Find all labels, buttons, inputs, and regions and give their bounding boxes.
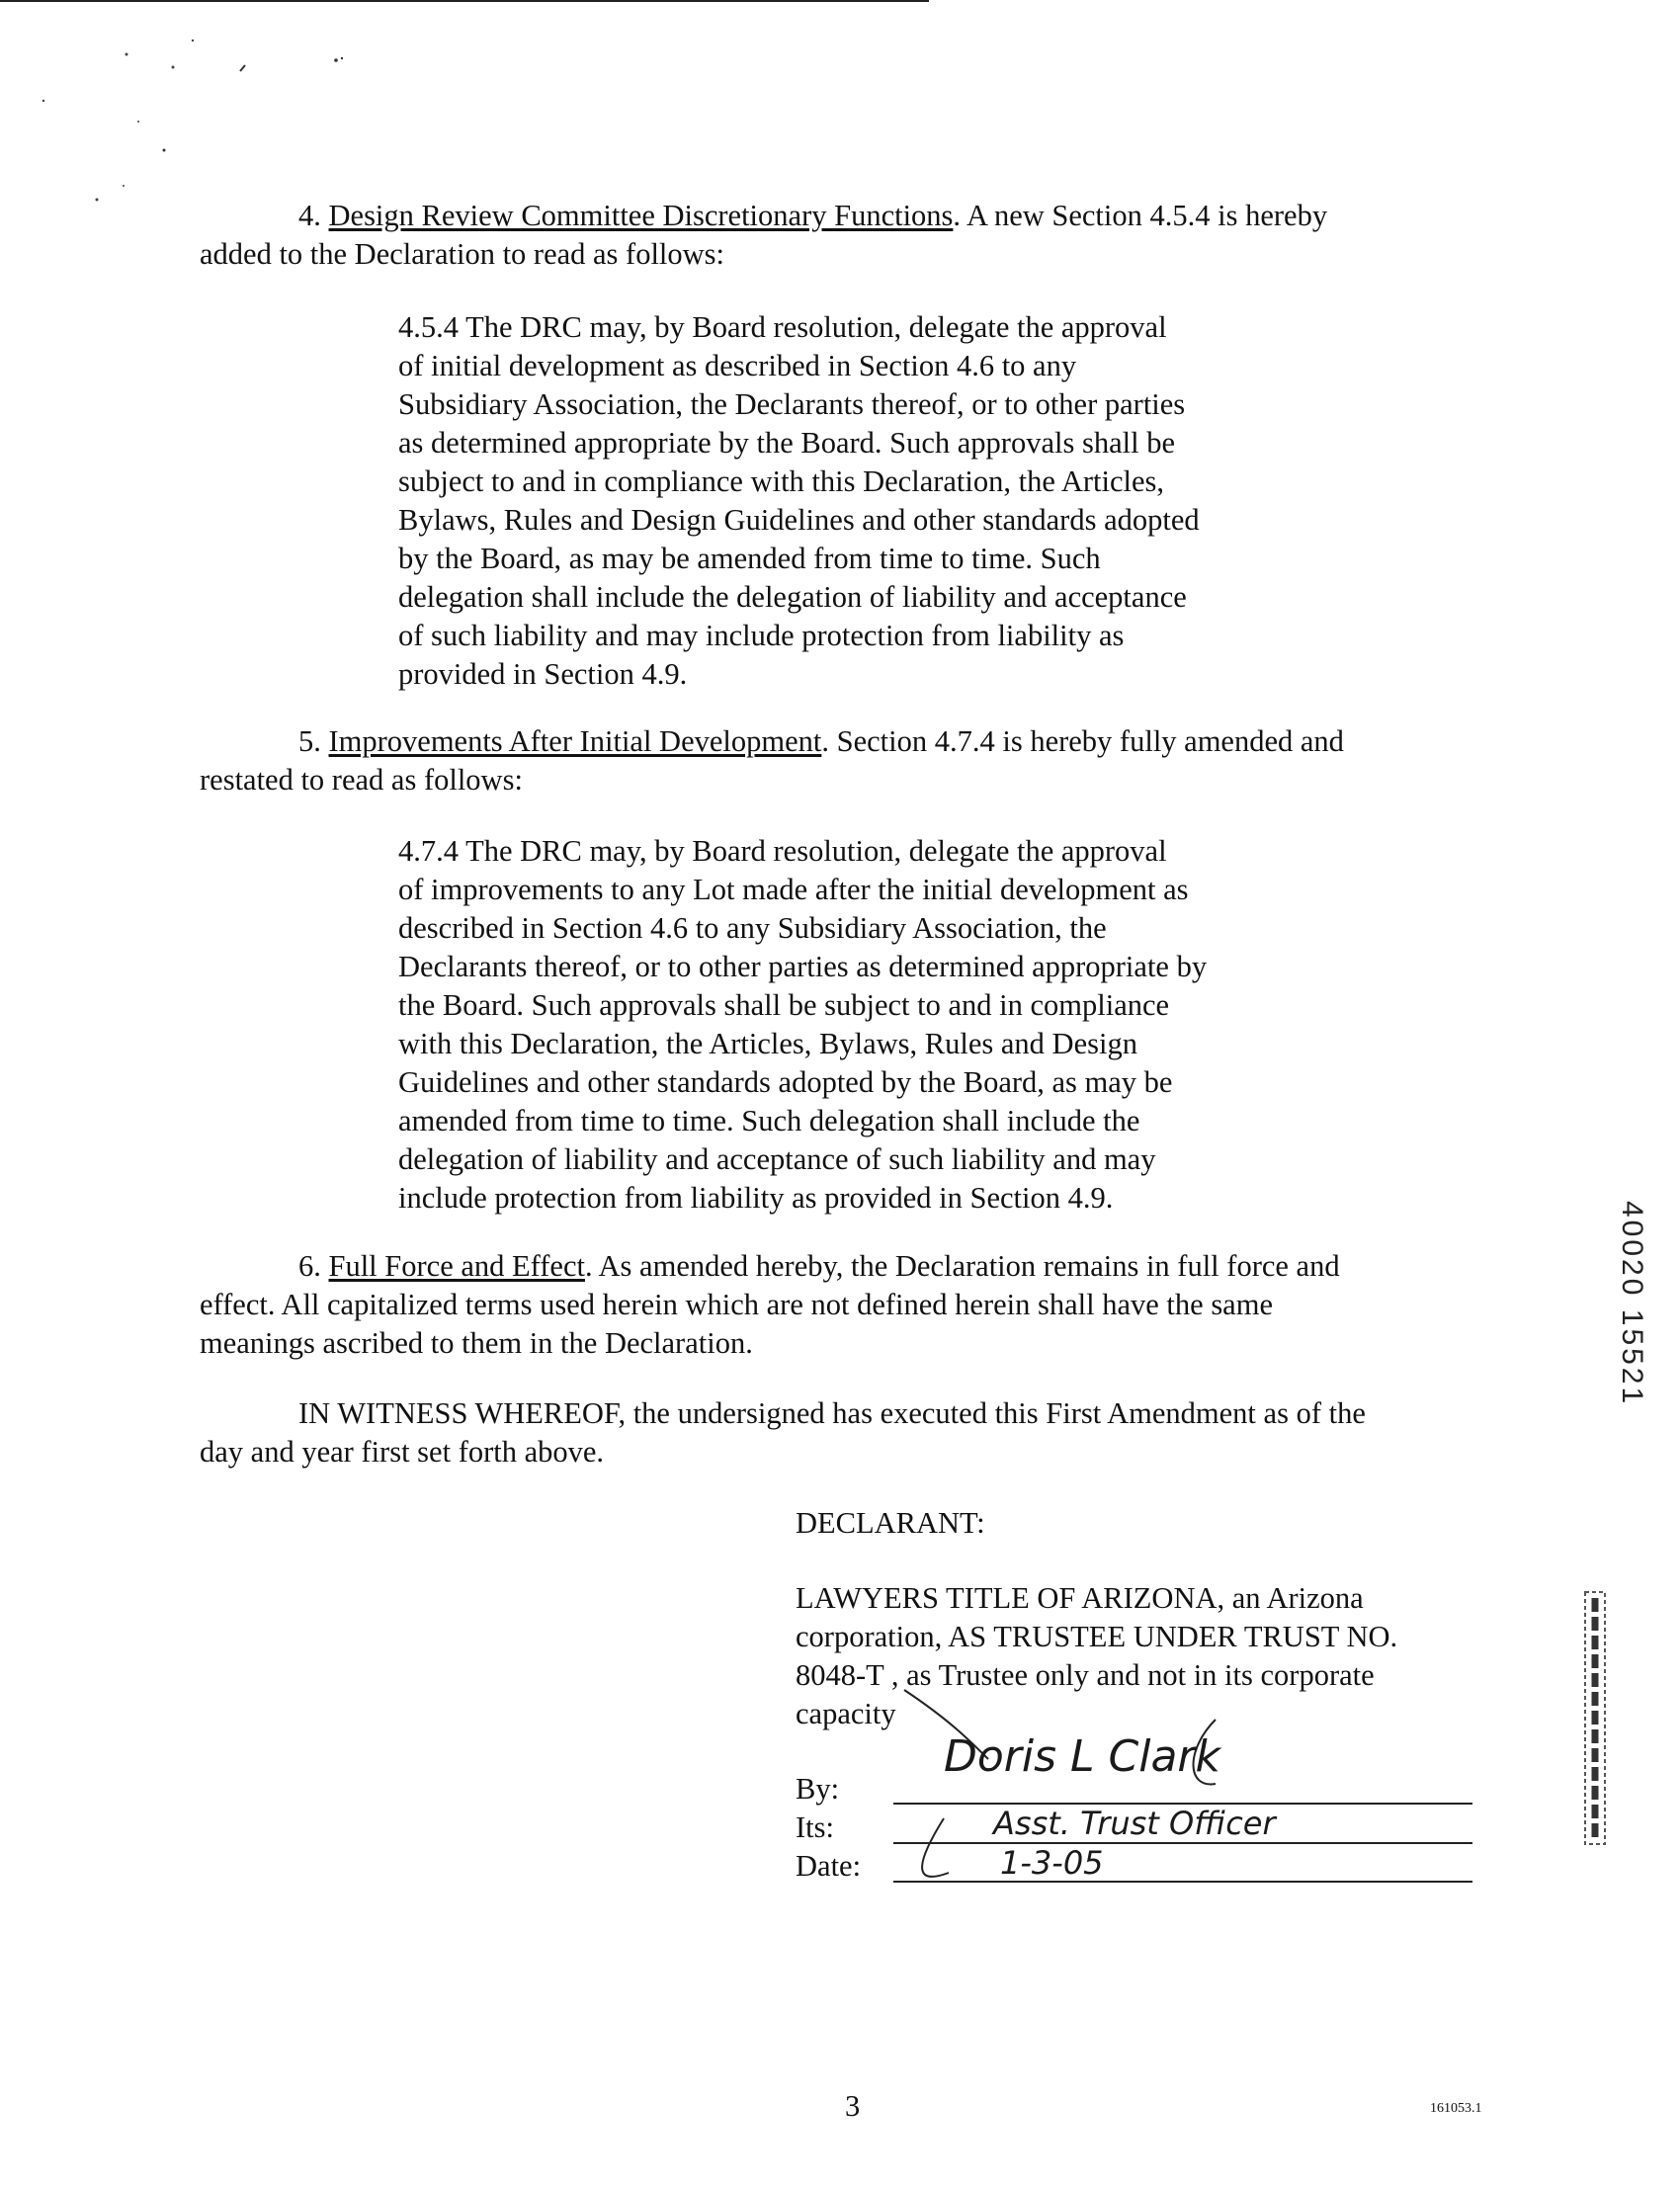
quote-line: delegation shall include the delegation of liability and acceptance — [398, 580, 1187, 614]
witness-clause — [200, 1394, 1484, 1472]
section-6-line3: meanings ascribed to them in the Declaration. — [200, 1326, 753, 1360]
section-5-quote — [398, 832, 1288, 1218]
entity-line: LAWYERS TITLE OF ARIZONA, an Arizona — [796, 1581, 1364, 1615]
section-5-line2: restated to read as follows: — [200, 763, 523, 797]
section-5 — [200, 722, 1484, 799]
date-label: Date: — [796, 1849, 862, 1883]
quote-line: 4.5.4 The DRC may, by Board resolution, delegate the approval — [398, 310, 1167, 344]
date-handwritten: 1-3-05 — [1000, 1844, 1104, 1882]
section-6 — [200, 1247, 1484, 1363]
its-handwritten: Asst. Trust Officer — [993, 1805, 1276, 1842]
section-4 — [200, 197, 1484, 274]
section-4-number: 4. — [298, 199, 321, 232]
margin-recording-number: 40020 15521 — [1616, 1201, 1648, 1407]
quote-line: subject to and in compliance with this Declaration, the Articles, — [398, 464, 1164, 498]
section-6-line1 — [200, 1247, 1484, 1286]
quote-line: Bylaws, Rules and Design Guidelines and other standards adopted — [398, 503, 1200, 537]
quote-line: described in Section 4.6 to any Subsidiary Association, the — [398, 911, 1107, 945]
quote-line: amended from time to time. Such delegation shall include the — [398, 1104, 1140, 1137]
quote-line: Subsidiary Association, the Declarants thereof, or to other parties — [398, 387, 1186, 421]
declarant-label: DECLARANT: — [796, 1506, 985, 1540]
quote-line: Guidelines and other standards adopted by the Board, as may be — [398, 1065, 1173, 1099]
section-4-heading: Design Review Committee Discretionary Functions — [328, 199, 954, 232]
quote-line: of initial development as described in Section 4.6 to any — [398, 349, 1077, 382]
section-4-line2: added to the Declaration to read as follows: — [200, 237, 725, 271]
witness-line1: IN WITNESS WHEREOF, the undersigned has executed this First Amendment as of the — [298, 1396, 1366, 1430]
margin-stamp — [1581, 1586, 1611, 1853]
witness-line2: day and year first set forth above. — [200, 1435, 605, 1469]
entity-line: corporation, AS TRUSTEE UNDER TRUST NO. — [796, 1620, 1398, 1653]
section-6-line1-rest: . As amended hereby, the Declaration remains in full force and — [584, 1249, 1340, 1283]
quote-line: Declarants thereof, or to other parties as determined appropriate by — [398, 950, 1208, 983]
quote-line: by the Board, as may be amended from time to time. Such — [398, 542, 1101, 575]
entity-line: capacity — [796, 1697, 896, 1730]
page-number: 3 — [845, 2089, 861, 2123]
entity-line: 8048-T , as Trustee only and not in its corporate — [796, 1658, 1375, 1692]
document-code: 161053.1 — [1430, 2101, 1482, 2116]
section-5-line1 — [200, 722, 1484, 761]
section-4-quote — [398, 308, 1288, 694]
section-5-heading: Improvements After Initial Development — [328, 724, 822, 758]
quote-line: provided in Section 4.9. — [398, 657, 688, 691]
section-6-line2: effect. All capitalized terms used herein which are not defined herein shall have the same — [200, 1288, 1273, 1321]
quote-line: of such liability and may include protection from liability as — [398, 619, 1125, 652]
quote-line: include protection from liability as provided in Section 4.9. — [398, 1181, 1114, 1215]
quote-line: as determined appropriate by the Board. Such approvals shall be — [398, 426, 1175, 460]
section-4-line1-rest: . A new Section 4.5.4 is hereby — [953, 199, 1328, 232]
by-label: By: — [796, 1772, 840, 1806]
section-4-line1 — [200, 197, 1484, 235]
quote-line: the Board. Such approvals shall be subject to and in compliance — [398, 988, 1170, 1022]
section-5-line1-rest: . Section 4.7.4 is hereby fully amended and — [821, 724, 1344, 758]
its-label: Its: — [796, 1810, 834, 1844]
quote-line: with this Declaration, the Articles, Bylaws, Rules and Design — [398, 1027, 1137, 1060]
section-6-number: 6. — [298, 1249, 321, 1283]
section-5-number: 5. — [298, 724, 321, 758]
by-signature: Doris L Clark — [944, 1731, 1221, 1782]
quote-line: of improvements to any Lot made after the initial development as — [398, 873, 1189, 906]
section-6-heading: Full Force and Effect — [328, 1249, 585, 1283]
quote-line: 4.7.4 The DRC may, by Board resolution, delegate the approval — [398, 834, 1167, 868]
quote-line: delegation of liability and acceptance of such liability and may — [398, 1142, 1156, 1176]
scan-specks — [0, 0, 395, 217]
